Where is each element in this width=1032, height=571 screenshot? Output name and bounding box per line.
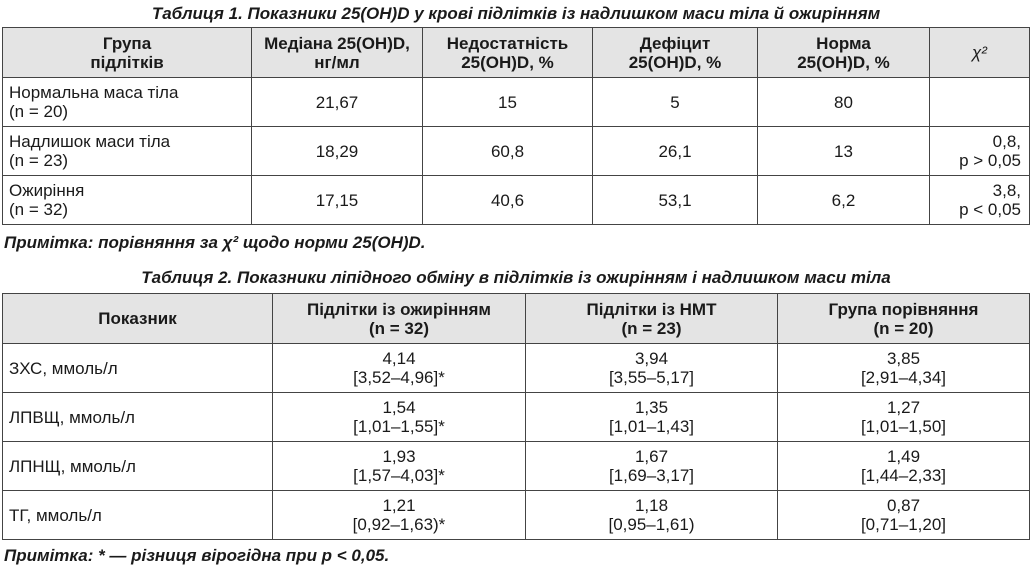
table2-control-cell: 0,87 [0,71–1,20] — [778, 491, 1030, 540]
table1-header-group: Група підлітків — [3, 28, 252, 78]
table1-deficit-cell: 53,1 — [593, 176, 758, 225]
table2-indicator-cell: ТГ, ммоль/л — [3, 491, 273, 540]
table-row — [3, 442, 1030, 491]
table2-obese-cell: 1,54 [1,01–1,55]* — [273, 393, 526, 442]
table1-insufficiency-cell: 15 — [423, 78, 593, 127]
table2-header-obese: Підлітки із ожирінням (n = 32) — [273, 294, 526, 344]
table1-note: Примітка: порівняння за χ² щодо норми 25(OH)D. — [4, 233, 426, 252]
table2-indicator-cell: ЛПВЩ, ммоль/л — [3, 393, 273, 442]
table1-header-row — [3, 28, 1030, 78]
table2-control-cell: 1,27 [1,01–1,50] — [778, 393, 1030, 442]
table1-header-median: Медіана 25(OH)D, нг/мл — [252, 28, 423, 78]
table1-chi-cell — [930, 78, 1030, 127]
table-row — [3, 127, 1030, 176]
table2-nmt-cell: 1,35 [1,01–1,43] — [526, 393, 778, 442]
table2-header-indicator: Показник — [3, 294, 273, 344]
table1-chi-cell: 3,8, р < 0,05 — [930, 176, 1030, 225]
table2-control-cell: 3,85 [2,91–4,34] — [778, 344, 1030, 393]
table-row — [3, 393, 1030, 442]
table-row — [3, 491, 1030, 540]
table1-insufficiency-cell: 60,8 — [423, 127, 593, 176]
table1-header-chi: χ² — [930, 28, 1030, 78]
table1-norm-cell: 13 — [758, 127, 930, 176]
table1-group-cell: Надлишок маси тіла (n = 23) — [3, 127, 252, 176]
table1-group-cell: Ожиріння (n = 32) — [3, 176, 252, 225]
table-row — [3, 176, 1030, 225]
table2-header-nmt: Підлітки із НМТ (n = 23) — [526, 294, 778, 344]
table2 — [2, 293, 1030, 540]
table1-header-insufficiency: Недостатність 25(OH)D, % — [423, 28, 593, 78]
table1-chi-cell: 0,8, р > 0,05 — [930, 127, 1030, 176]
table2-nmt-cell: 3,94 [3,55–5,17] — [526, 344, 778, 393]
table2-nmt-cell: 1,67 [1,69–3,17] — [526, 442, 778, 491]
table2-nmt-cell: 1,18 [0,95–1,61) — [526, 491, 778, 540]
table1 — [2, 27, 1030, 225]
table1-group-cell: Нормальна маса тіла (n = 20) — [3, 78, 252, 127]
table1-median-cell: 18,29 — [252, 127, 423, 176]
table1-header-deficit: Дефіцит 25(OH)D, % — [593, 28, 758, 78]
table2-indicator-cell: ЗХС, ммоль/л — [3, 344, 273, 393]
table1-header-norm: Норма 25(OH)D, % — [758, 28, 930, 78]
table-row — [3, 344, 1030, 393]
table1-median-cell: 17,15 — [252, 176, 423, 225]
table2-note: Примітка: * — різниця вірогідна при р < 0,05. — [4, 546, 390, 565]
table2-obese-cell: 1,21 [0,92–1,63)* — [273, 491, 526, 540]
table2-control-cell: 1,49 [1,44–2,33] — [778, 442, 1030, 491]
table1-deficit-cell: 26,1 — [593, 127, 758, 176]
table2-indicator-cell: ЛПНЩ, ммоль/л — [3, 442, 273, 491]
table-row — [3, 78, 1030, 127]
table1-deficit-cell: 5 — [593, 78, 758, 127]
table1-norm-cell: 6,2 — [758, 176, 930, 225]
table1-norm-cell: 80 — [758, 78, 930, 127]
table1-insufficiency-cell: 40,6 — [423, 176, 593, 225]
table1-caption: Таблиця 1. Показники 25(OH)D у крові підлітків із надлишком маси тіла й ожирінням — [151, 4, 881, 23]
table2-obese-cell: 1,93 [1,57–4,03]* — [273, 442, 526, 491]
table2-obese-cell: 4,14 [3,52–4,96]* — [273, 344, 526, 393]
table2-header-control: Група порівняння (n = 20) — [778, 294, 1030, 344]
table2-header-row — [3, 294, 1030, 344]
table1-median-cell: 21,67 — [252, 78, 423, 127]
table2-caption: Таблиця 2. Показники ліпідного обміну в підлітків із ожирінням і надлишком маси тіла — [141, 268, 891, 287]
